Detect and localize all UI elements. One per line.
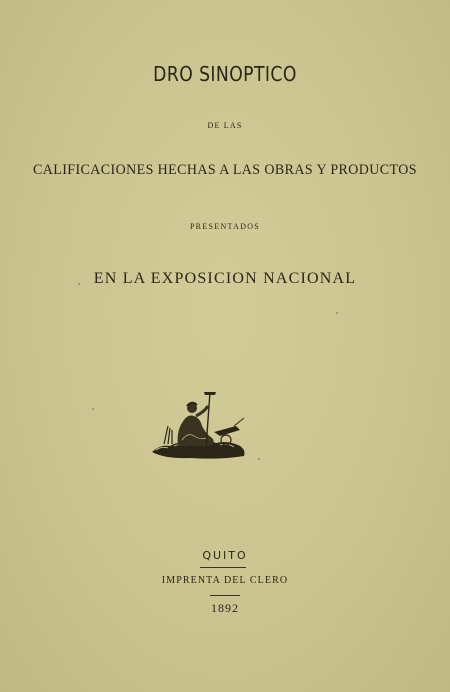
subtitle-califications: CALIFICACIONES HECHAS A LAS OBRAS Y PRODUCTOS	[33, 162, 417, 179]
document-title: DRO SINOPTICO	[153, 62, 297, 86]
divider-rule	[200, 567, 246, 568]
subtitle-exposicion: EN LA EXPOSICION NACIONAL	[93, 270, 357, 287]
paper-speck	[336, 312, 338, 314]
publication-year: 1892	[211, 601, 239, 615]
subtitle-de-las: DE LAS	[207, 121, 243, 130]
paper-speck	[92, 408, 94, 410]
paper-speck	[78, 283, 80, 285]
allegorical-figure-icon	[150, 386, 248, 460]
printer-name: IMPRENTA DEL CLERO	[161, 575, 289, 586]
paper-speck	[258, 458, 260, 460]
divider-rule	[210, 595, 240, 596]
subtitle-presentados: PRESENTADOS	[189, 222, 261, 231]
place-of-publication: QUITO	[202, 549, 248, 562]
